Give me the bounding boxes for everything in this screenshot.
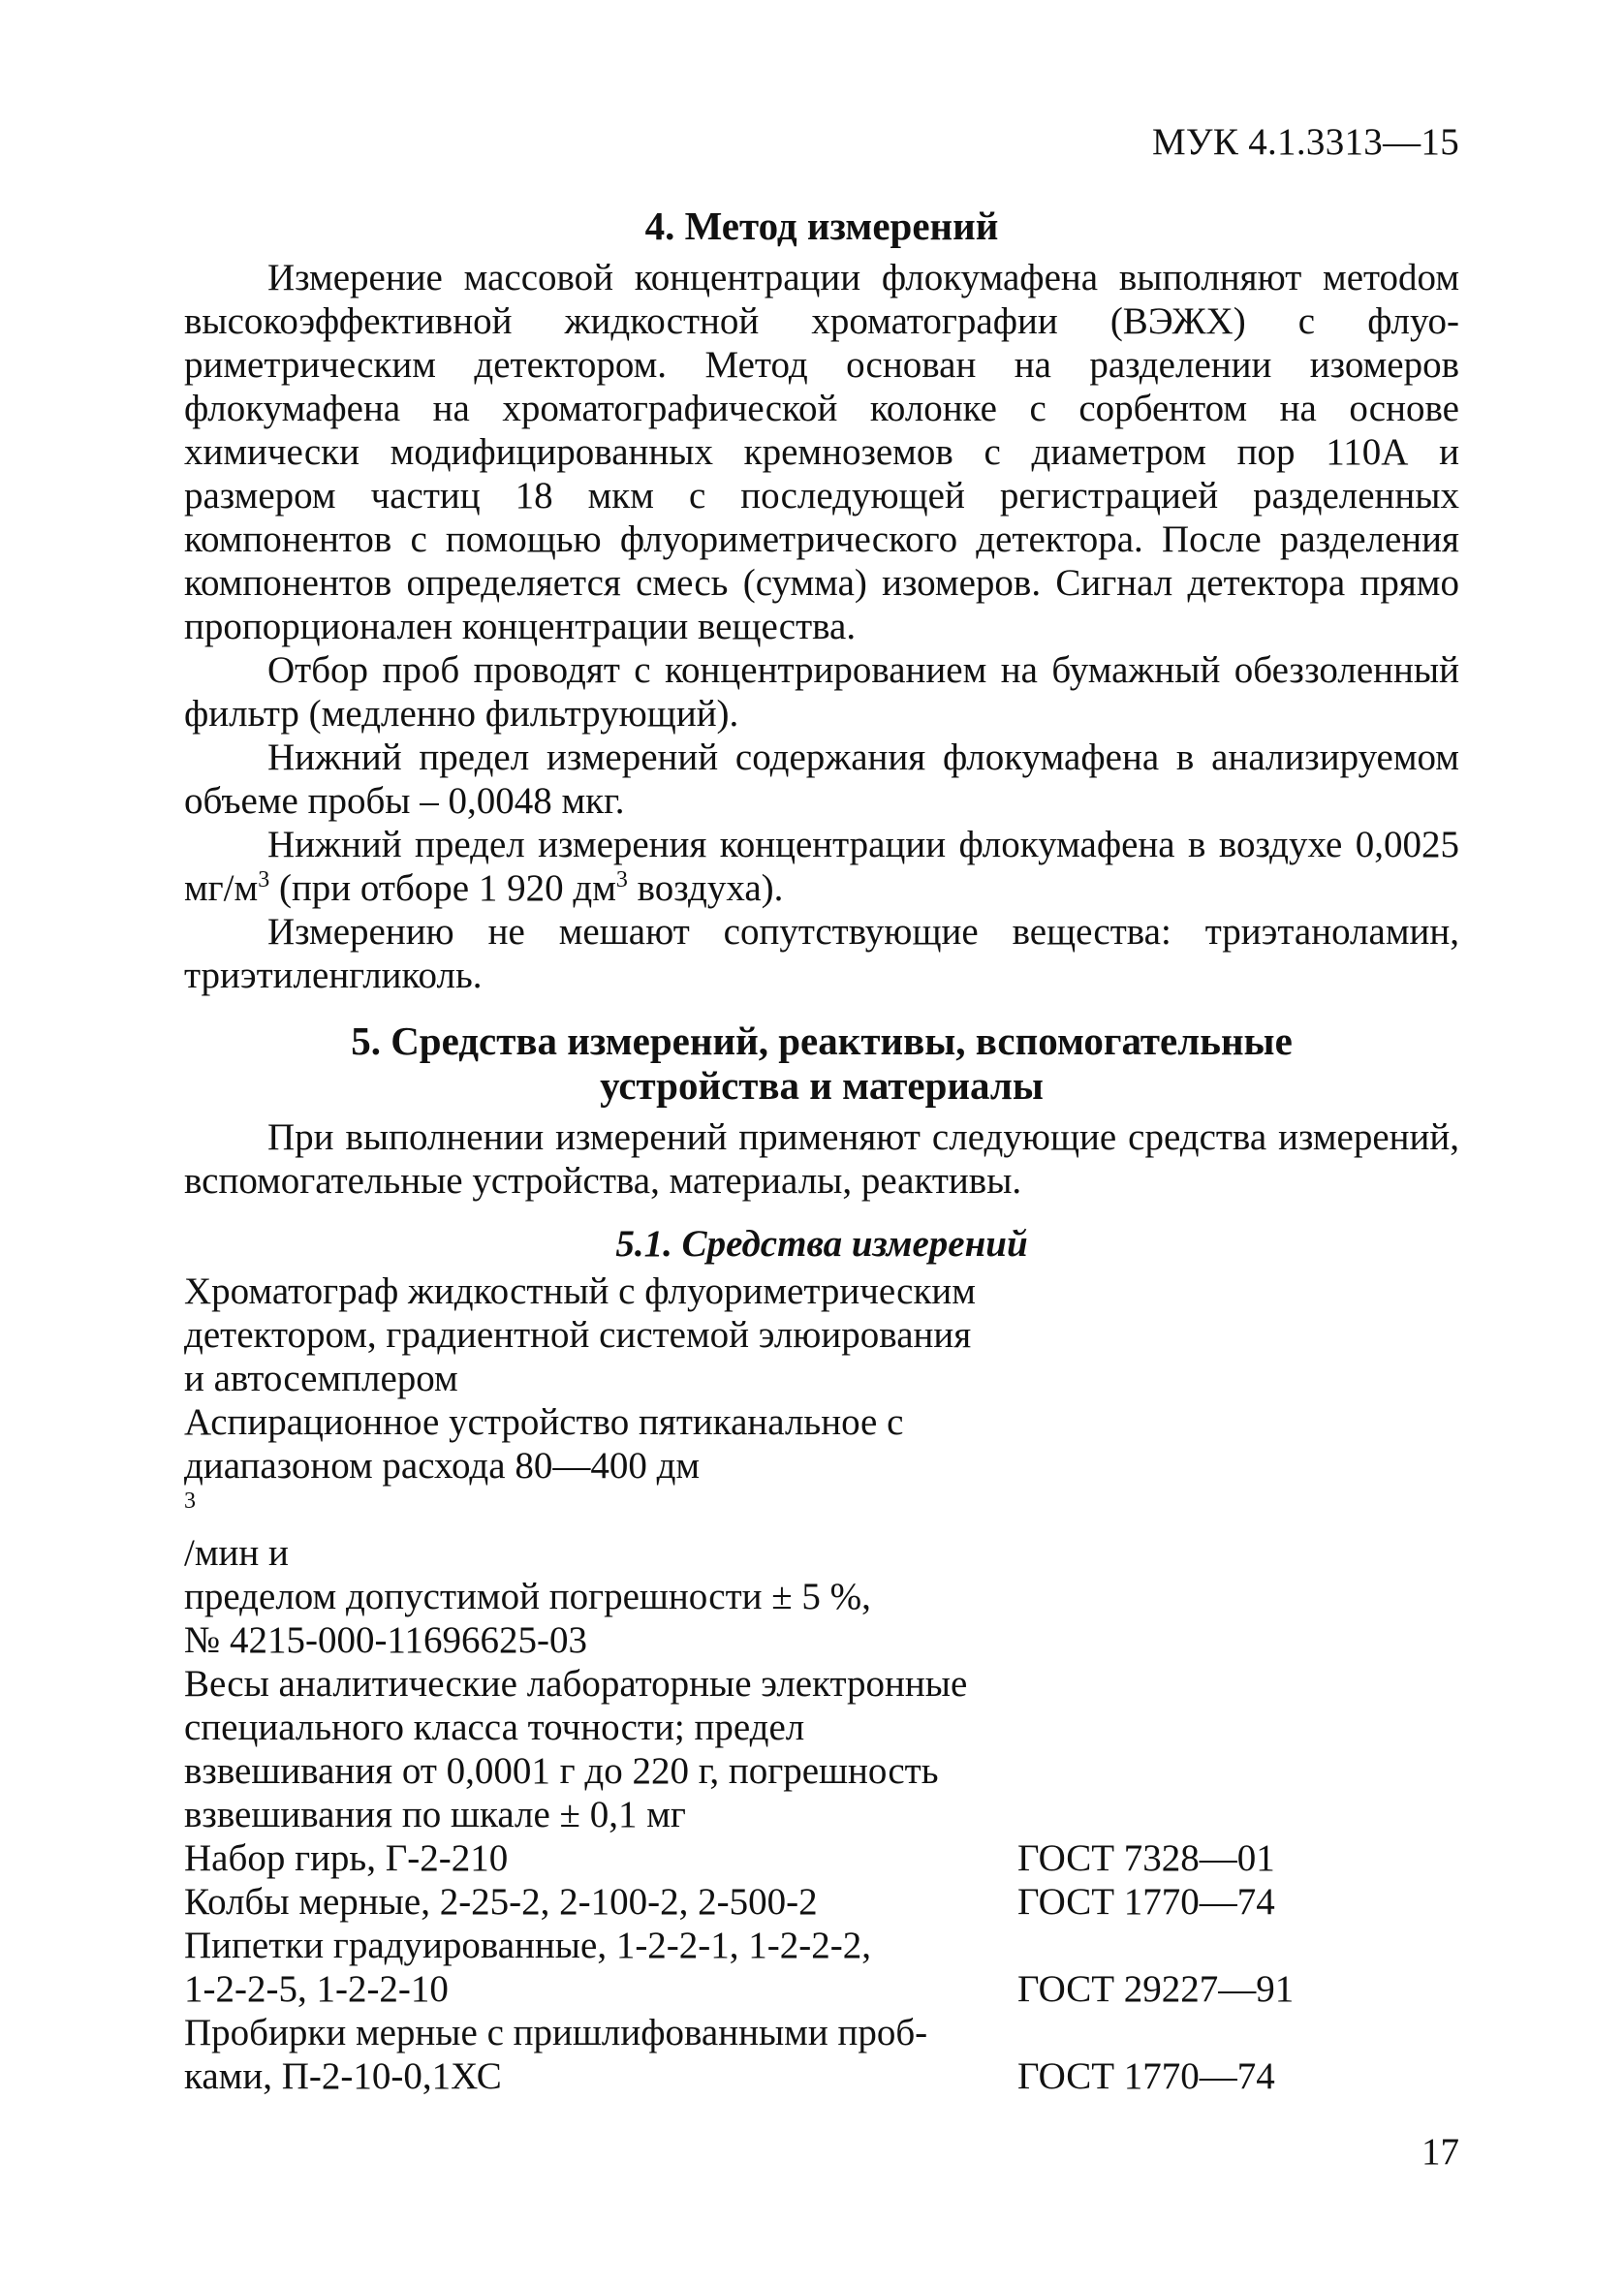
equipment-name-line: детектором, градиентной системой элюирования [184, 1314, 972, 1356]
equipment-item-flasks [184, 1880, 1459, 1924]
section-5-intro: При выполнении измерений применяют следующие средства измерений, вспомогательные устройства, материалы, реактивы. [184, 1116, 1459, 1202]
equipment-name-line: взвешивания от 0,0001 г до 220 г, погрешность [184, 1750, 939, 1792]
equipment-item-pipettes [184, 1924, 1459, 2011]
equipment-name [184, 1269, 1017, 1400]
p4-text-mid: (при отборе 1 920 дм [269, 867, 616, 909]
equipment-name-line: 1-2-2-5, 1-2-2-10 [184, 1968, 449, 2010]
section-5-title [184, 1019, 1459, 1108]
equipment-name-line: ками, П-2-10-0,1ХС [184, 2055, 502, 2097]
aspirator-line2-start: диапазоном расхода 80—400 дм [184, 1445, 701, 1487]
aspirator-line2-end: /мин и [184, 1532, 289, 1574]
equipment-item-aspirator [184, 1400, 1459, 1662]
section-4-title: 4. Метод измерений [644, 204, 999, 248]
equipment-name-line: Пробирки мерные с пришлифованными проб- [184, 2012, 928, 2053]
equipment-name-line: и автосемплером [184, 1358, 458, 1399]
equipment-item-tubes [184, 2011, 1459, 2098]
equipment-item-weights [184, 1836, 1459, 1880]
p4-superscript-1: 3 [258, 867, 270, 893]
equipment-name [184, 1880, 1017, 1924]
subsection-5-1-title: 5.1. Средства измерений [615, 1223, 1028, 1265]
equipment-standard: ГОСТ 29227—91 [1017, 1968, 1295, 2010]
section-5-title-line-2: устройства и материалы [600, 1063, 1044, 1108]
p4-text-start: Нижний предел измерения концентрации флокумафена в воздухе 0,0025 мг/м [184, 824, 1459, 909]
section-4-paragraph-sampling: Отбор проб проводят с концентрированием на бумажный обеззоленный фильтр (медленно фильтрующий). [184, 649, 1459, 735]
equipment-name [184, 1400, 1017, 1662]
equipment-name [184, 2011, 1017, 2098]
equipment-name-line [184, 1444, 1017, 1575]
aspirator-line2-superscript: 3 [184, 1489, 196, 1514]
equipment-name-line: взвешивания по шкале ± 0,1 мг [184, 1794, 686, 1835]
equipment-name-line: пределом допустимой погрешности ± 5 %, [184, 1576, 871, 1617]
equipment-name-line: Колбы мерные, 2-25-2, 2-100-2, 2-500-2 [184, 1881, 818, 1923]
equipment-item-balance [184, 1662, 1459, 1836]
equipment-name [184, 1924, 1017, 2011]
equipment-name-line: Весы аналитические лабораторные электронные [184, 1663, 968, 1705]
equipment-list [184, 1269, 1459, 2098]
equipment-name-line: специального класса точности; предел [184, 1707, 805, 1748]
section-4-paragraph-method: Измерение массовой концентрации флокумафена выполняют метоdом высокоэффективной жидкостной хроматографии (ВЭЖХ) с флуориметрическим детектором. Метод основан на разделении изомеров флокумафена на хроматографической колонке с сорбентом на основе химически модифицированных кремноземов с диаметром пор 110А и размером частиц 18 мкм с последующей регистрацией разделенных компонентов с помощью флуориметрического детектора. После разделения компонентов определяется смесь (сумма) изомеров. Сигнал детектора прямо пропорционален концентрации вещества. [184, 257, 1459, 647]
equipment-standard: ГОСТ 1770—74 [1017, 1881, 1275, 1923]
page-content [184, 204, 1459, 2098]
equipment-name [184, 1836, 1017, 1880]
equipment-name-line: Хроматограф жидкостный с флуориметрическим [184, 1270, 976, 1312]
equipment-name-line: Пипетки градуированные, 1-2-2-1, 1-2-2-2, [184, 1925, 871, 1966]
section-4-paragraph-lower-limit-mass: Нижний предел измерений содержания флокумафена в анализируемом объеме пробы – 0,0048 мкг. [184, 737, 1459, 822]
section-5-title-line-1: 5. Средства измерений, реактивы, вспомогательные [351, 1019, 1293, 1063]
equipment-item-chromatograph [184, 1269, 1459, 1400]
section-4-paragraph-lower-limit-concentration [184, 823, 1459, 910]
equipment-standard: ГОСТ 1770—74 [1017, 2055, 1275, 2097]
equipment-name [184, 1662, 1017, 1836]
equipment-name-line: Аспирационное устройство пятиканальное с [184, 1401, 904, 1443]
document-code: МУК 4.1.3313—15 [1151, 121, 1459, 163]
section-4-paragraph-interference: Измерению не мешают сопутствующие вещества: триэтаноламин, триэтиленгликоль. [184, 911, 1459, 996]
equipment-standard: ГОСТ 7328—01 [1017, 1837, 1275, 1879]
equipment-name-line: № 4215-000-11696625-03 [184, 1619, 587, 1661]
page-number: 17 [1421, 2131, 1459, 2173]
p4-text-end: воздуха). [627, 867, 784, 909]
p4-superscript-2: 3 [615, 867, 628, 893]
equipment-name-line: Набор гирь, Г-2-210 [184, 1837, 509, 1879]
